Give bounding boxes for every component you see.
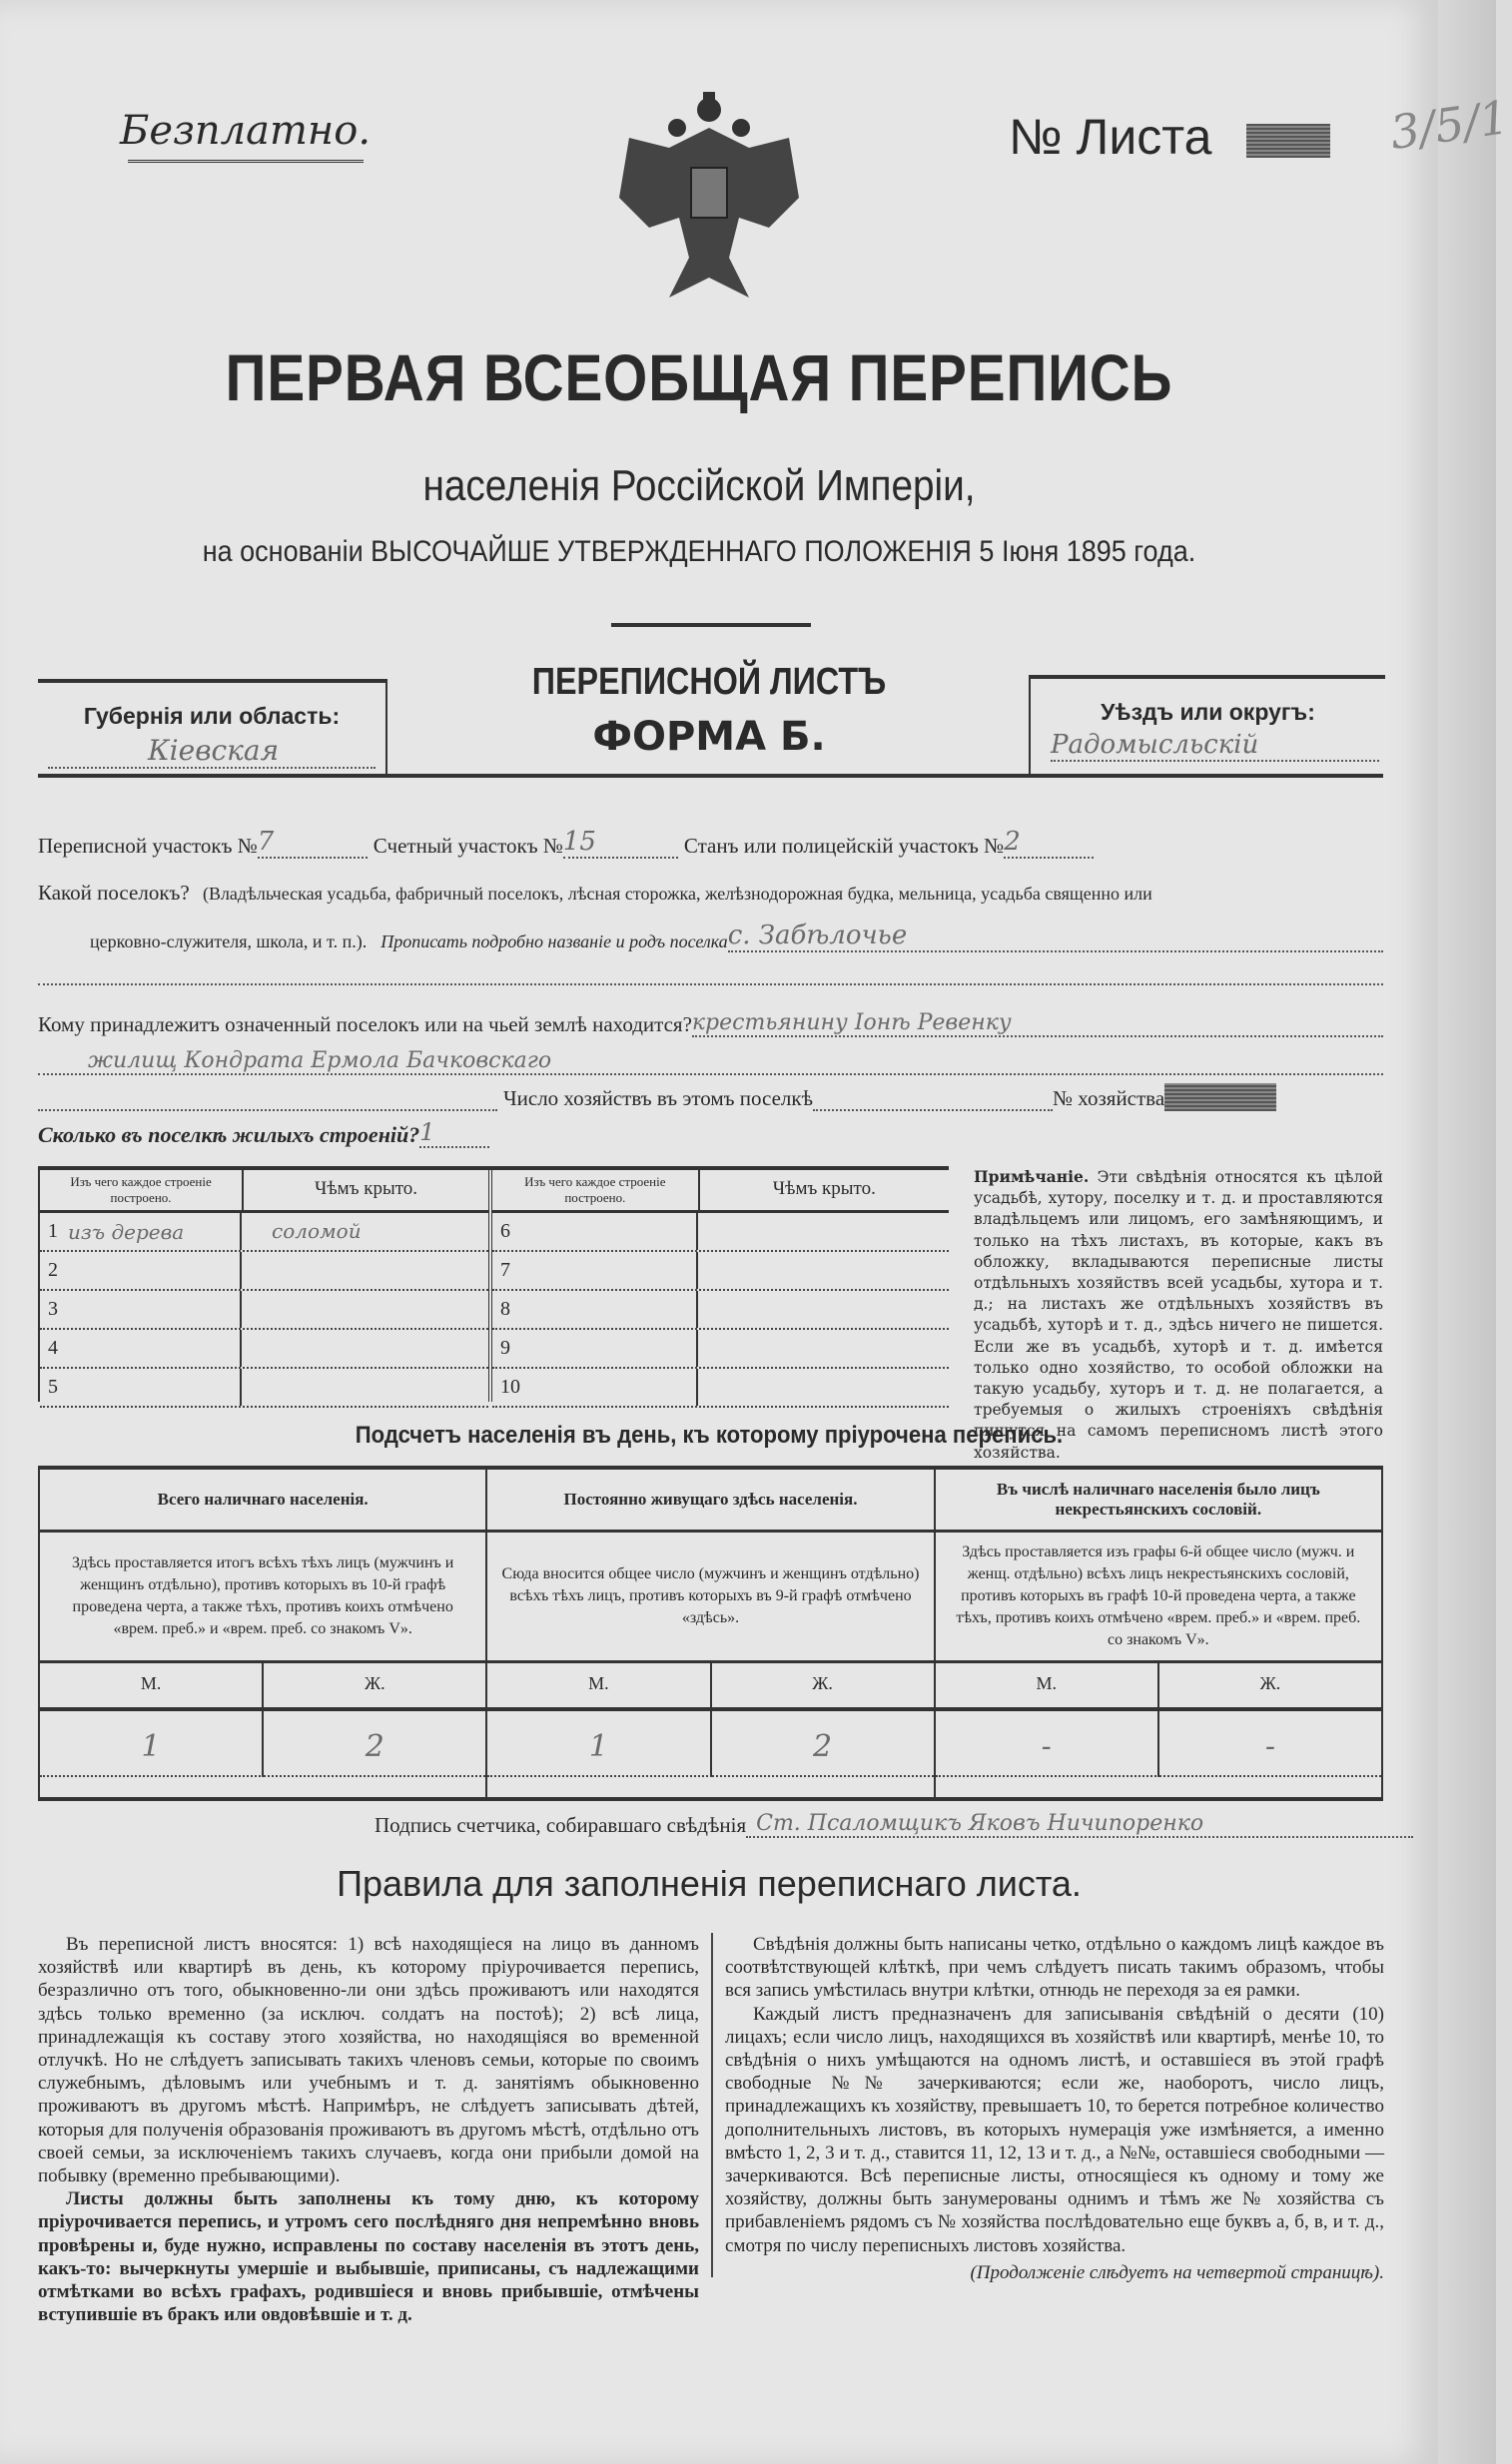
building-row [40, 1369, 488, 1408]
buildings-label: Сколько въ поселкѣ жилыхъ строеній? [38, 1122, 420, 1147]
building-number: 3 [48, 1298, 58, 1320]
subtitle: населенія Россійской Имперіи, [422, 461, 976, 510]
census-district-value[interactable]: 7 [258, 827, 368, 859]
buildings-value[interactable]: 1 [419, 1118, 489, 1148]
female-label: Ж. [812, 1673, 833, 1693]
header-divider [38, 774, 1383, 778]
signature-label: Подпись счетчика, собиравшаго свѣдѣнія [375, 1813, 747, 1837]
building-roof[interactable]: соломой [272, 1219, 362, 1243]
population-column-title: Всего наличнаго населенія. [40, 1470, 485, 1533]
buildings-table [38, 1166, 949, 1402]
building-row [40, 1213, 488, 1252]
owner-value-1[interactable]: крестьянину Іонѣ Ревенку [692, 1010, 1383, 1037]
building-row [492, 1291, 949, 1330]
blank-line [38, 983, 1383, 985]
note-title: Примѣчаніе. [974, 1167, 1090, 1186]
sheet-number-redacted [1246, 124, 1330, 158]
building-row [492, 1330, 949, 1369]
building-number: 9 [500, 1337, 511, 1359]
population-column [934, 1470, 1383, 1797]
rules-paragraph: Въ переписной листъ вносятся: 1) всѣ находящіеся на лицо въ данномъ хозяйствѣ или квартирѣ въ день, къ которому пріурочивается перепись, безразлично отъ того, обыкновенно-ли они здѣсь проживаютъ или находятся здѣсь только временно (за исключ. солдатъ на постоѣ); 2) всѣ лица, принадлежащія къ составу этого хозяйства, но находящіяся во временной отлучкѣ. Но не слѣдуетъ записывать такихъ членовъ семьи, которые по своимъ служебнымъ, дѣловымъ или учебнымъ и т. д. занятіямъ обыкновенно проживаютъ въ другомъ мѣстѣ. Напримѣръ, не слѣдуетъ записывать дѣтей, которыя для полученія образованія проживаютъ въ другомъ мѣстѣ, отдѣльно отъ своей семьи, за исключеніемъ такихъ случаевъ, когда они прибыли домой на побывку (временно пребывающими). [38, 1934, 699, 2187]
signature-row [375, 1811, 1413, 1838]
building-material[interactable]: изъ дерева [68, 1219, 185, 1244]
settlement-hint-2: церковно-служителя, школа, и т. п.). [90, 931, 368, 951]
building-row [40, 1330, 488, 1369]
building-row [492, 1213, 949, 1252]
building-number: 10 [500, 1376, 521, 1398]
population-column [485, 1470, 933, 1797]
households-blank [38, 1089, 497, 1111]
settlement-value[interactable]: с. Забѣлочье [728, 921, 1383, 952]
building-row [492, 1252, 949, 1291]
form-name: ФОРМА Б. [592, 714, 826, 760]
population-column-title: Постоянно живущаго здѣсь населенія. [487, 1470, 933, 1533]
buildings-table-left [38, 1170, 492, 1402]
count-district-label: Счетный участокъ № [373, 834, 563, 858]
population-column-title: Въ числѣ наличнаго населенія было лицъ некрестьянскихъ сословій. [936, 1470, 1381, 1533]
signature-value: Ст. Псаломщикъ Яковъ Ничипоренко [746, 1811, 1413, 1838]
settlement-instruction: Прописать подробно названіе и родъ поселка [380, 931, 728, 951]
male-count[interactable]: - [936, 1711, 1159, 1777]
building-roof[interactable] [242, 1330, 488, 1367]
building-number: 5 [48, 1376, 58, 1398]
households-row [38, 1083, 1383, 1111]
settlement-label: Какой поселокъ? [38, 881, 190, 905]
settlement-row [38, 881, 1386, 906]
building-number: 6 [500, 1220, 511, 1242]
free-underline [128, 160, 364, 163]
building-number: 1 [48, 1220, 58, 1242]
building-roof[interactable] [242, 1291, 488, 1328]
owner-value-2[interactable]: жилищ Кондрата Ермола Бачковскаго [38, 1048, 1383, 1075]
province-box [38, 679, 387, 778]
settlement-hint-1: (Владѣльческая усадьба, фабричный поселокъ, лѣсная сторожка, желѣзнодорожная будка, мельница, усадьба священно или [202, 884, 1152, 904]
building-number: 4 [48, 1337, 58, 1359]
building-roof[interactable] [698, 1291, 949, 1328]
male-label: М. [936, 1663, 1159, 1707]
building-roof[interactable] [698, 1213, 949, 1250]
population-column-desc: Здѣсь проставляется изъ графы 6-й общее число (мужч. и женщ. отдѣльно) всѣхъ лицъ некрестьянскихъ сословій, противъ которыхъ въ графѣ 10-й проведена черта, а также тѣхъ, противъ коихъ отмѣчено «врем. преб.» и «врем. преб. со знакомъ V». [936, 1533, 1381, 1663]
note [974, 1166, 1383, 1464]
free-of-charge-label: Безплатно. [120, 108, 372, 154]
count-district-value[interactable]: 15 [563, 827, 678, 859]
buildings-row [38, 1118, 489, 1148]
building-row [492, 1369, 949, 1408]
province-label: Губернія или область: [83, 703, 341, 729]
district-label: Уѣздъ или округъ: [1101, 699, 1315, 725]
rules-right-column [725, 1933, 1384, 2284]
male-count[interactable]: 1 [40, 1711, 264, 1777]
building-roof[interactable] [242, 1252, 488, 1289]
legal-basis: на основаніи ВЫСОЧАЙШЕ УТВЕРЖДЕННАГО ПОЛОЖЕНІЯ 5 Іюня 1895 года. [202, 535, 1196, 568]
buildings-table-right [492, 1170, 949, 1402]
households-value[interactable] [813, 1089, 1053, 1111]
female-count[interactable]: - [1159, 1711, 1381, 1777]
female-count[interactable]: 2 [712, 1711, 934, 1777]
note-text: Эти свѣдѣнія относятся къ цѣлой усадьбѣ, хутору, поселку и т. д. и проставляются владѣльцемъ или лицомъ, его замѣняющимъ, и только на тѣхъ листахъ, въ которые, какъ въ обложку, вкладываются переписные листы отдѣльныхъ хозяйствъ всей усадьбы, хутора и т. д.; на листахъ же отдѣльныхъ хозяйствъ въ усадьбѣ, хуторѣ и т. д., здѣсь ничего не пишется. Если же въ усадьбѣ, хуторѣ и т. д. имѣется только одно хозяйство, то особой обложки на такую усадьбу, хуторъ и т. д. не полагается, а требуемыя о жилыхъ строеніяхъ свѣдѣнія пишутся на самомъ переписномъ листѣ этого хозяйства. [974, 1168, 1383, 1462]
police-district-label: Станъ или полицейскій участокъ № [683, 834, 1005, 858]
districts-row [38, 827, 1336, 859]
building-roof[interactable] [698, 1252, 949, 1289]
rules-left-column [38, 1933, 699, 2326]
district-box [1029, 675, 1385, 778]
census-district-label: Переписной участокъ № [38, 834, 258, 858]
building-row [40, 1252, 488, 1291]
building-roof[interactable] [242, 1369, 488, 1406]
building-roof[interactable] [698, 1330, 949, 1367]
population-column [38, 1470, 485, 1797]
material-header: Изъ чего каждое строеніе построено. [492, 1170, 700, 1210]
male-label: М. [487, 1663, 711, 1707]
rules-paragraph: Листы должны быть заполнены къ тому дню, къ которому пріурочивается перепись, и утромъ сего послѣдняго дня непремѣнно вновь провѣрены и, буде нужно, исправлены по составу населенія въ этотъ день, какъ-то: вычеркнуты умершіе и выбывшіе, приписаны, съ надлежащими отмѣтками во всѣхъ графахъ, родившіеся и вновь прибывшіе, отмѣчены вступившіе въ бракъ или овдовѣвшіе и т. д. [38, 2188, 699, 2326]
households-label: Число хозяйствъ въ этомъ поселкѣ [503, 1086, 813, 1110]
female-count[interactable]: 2 [264, 1711, 485, 1777]
continued-note: (Продолженіе слѣдуетъ на четвертой страницѣ). [970, 2261, 1384, 2283]
population-heading: Подсчетъ населенія въ день, къ которому пріурочена перепись. [355, 1422, 1064, 1449]
province-value: Кіевская [48, 734, 376, 769]
divider [611, 623, 811, 627]
owner-row [38, 1010, 1383, 1037]
sheet-number-label: № Листа [1009, 109, 1212, 165]
rules-paragraph: Свѣдѣнія должны быть написаны четко, отдѣльно о каждомъ лицѣ каждое въ соотвѣтствующей клѣткѣ, при чемъ слѣдуетъ писать такимъ образомъ, чтобы вся запись умѣстилась внутри клѣтки, отнюдь не переходя за ея рамки. [725, 1934, 1384, 2002]
main-title: ПЕРВАЯ ВСЕОБЩАЯ ПЕРЕПИСЬ [225, 340, 1173, 414]
settlement-row-2 [90, 921, 1383, 952]
eagle-emblem-icon [599, 88, 819, 308]
household-no-redacted [1164, 1083, 1276, 1111]
rules-title: Правила для заполненія переписнаго листа. [337, 1863, 1082, 1904]
building-number: 8 [500, 1298, 511, 1320]
population-column-desc: Здѣсь проставляется итогъ всѣхъ тѣхъ лицъ (мужчинъ и женщинъ отдѣльно), противъ которыхъ въ 10-й графѣ проведена черта, а также тѣхъ, противъ коихъ отмѣчено «врем. преб.» и «врем. преб. со знакомъ V». [40, 1533, 485, 1663]
archive-number: 3/5/1 [1386, 89, 1512, 161]
male-count[interactable]: 1 [487, 1711, 711, 1777]
rules-paragraph: Каждый листъ предназначенъ для записыванія свѣдѣній о десяти (10) лицахъ; если число лицъ, находящихся въ хозяйствѣ или квартирѣ, менѣе 10, то свѣдѣнія о нихъ умѣщаются на одномъ листѣ, и оставшіеся въ этой графѣ свободные №№ зачеркиваются; если же, наоборотъ, число лицъ, принадлежащихъ къ хозяйству, превышаетъ 10, то берется потребное количество дополнительныхъ листовъ, въ которыхъ нумерація уже измѣняется, а именно вмѣсто 1, 2, 3 и т. д., ставится 11, 12, 13 и т. д., а №№, оставшіеся свободными — зачеркиваются. Всѣ переписные листы, относящіеся къ одному и тому же хозяйству, должны быть занумерованы однимъ и тѣмъ же № хозяйства съ прибавленіемъ рядомъ съ № хозяйства послѣдовательно еще буквъ а, б, в, и т. д., смотря по числу переписныхъ листовъ хозяйства. [725, 2003, 1384, 2256]
population-column-desc: Сюда вносится общее число (мужчинъ и женщинъ отдѣльно) всѣхъ тѣхъ лицъ, противъ которыхъ въ 9-й графѣ отмѣчено «здѣсь». [487, 1533, 933, 1663]
police-district-value[interactable]: 2 [1004, 827, 1094, 859]
population-table [38, 1466, 1383, 1801]
female-label: Ж. [1259, 1673, 1281, 1693]
roof-header: Чѣмъ крыто. [315, 1178, 418, 1199]
building-roof[interactable] [698, 1369, 949, 1406]
building-number: 7 [500, 1259, 511, 1281]
sheet-title-block [399, 661, 1019, 760]
female-label: Ж. [364, 1673, 385, 1693]
district-value: Радомысльскій [1051, 730, 1379, 762]
household-no-label: № хозяйства [1053, 1086, 1165, 1110]
roof-header: Чѣмъ крыто. [772, 1178, 876, 1199]
sheet-title: ПЕРЕПИСНОЙ ЛИСТЪ [531, 661, 887, 703]
material-header: Изъ чего каждое строеніе построено. [40, 1170, 244, 1210]
building-number: 2 [48, 1259, 58, 1281]
building-row [40, 1291, 488, 1330]
page-edge [1438, 0, 1496, 2464]
column-divider [711, 1933, 713, 2277]
owner-label: Кому принадлежитъ означенный поселокъ или на чьей землѣ находится? [38, 1012, 692, 1036]
male-label: М. [40, 1663, 264, 1707]
